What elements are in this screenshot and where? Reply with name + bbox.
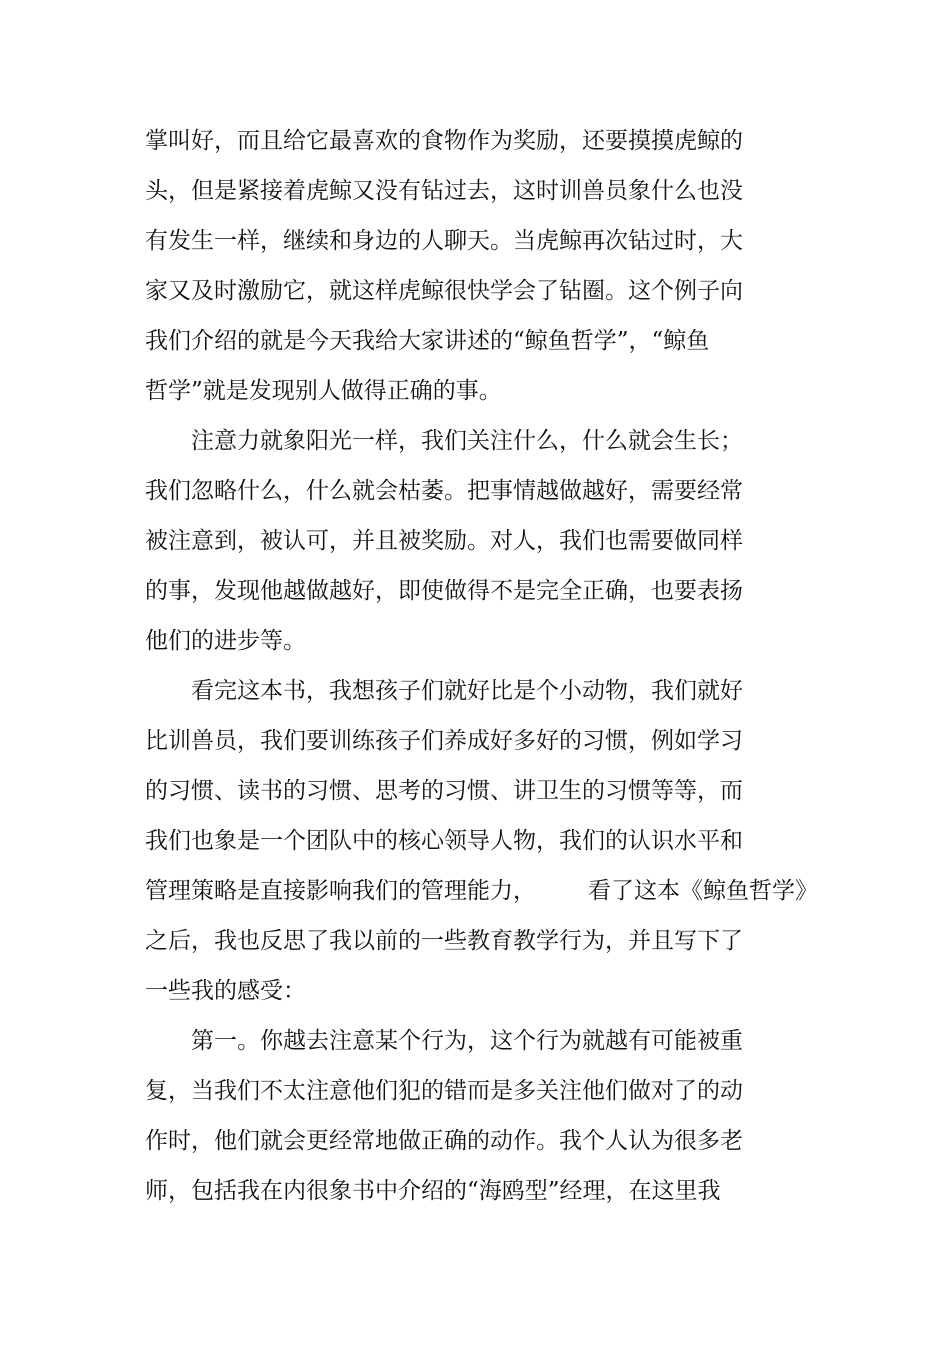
text-line: 之后，我也反思了我以前的一些教育教学行为，并且写下了: [145, 928, 743, 954]
text-line: 我们也象是一个团队中的核心领导人物，我们的认识水平和: [145, 828, 743, 854]
text-line: 家又及时激励它，就这样虎鲸很快学会了钻圈。这个例子向: [145, 278, 743, 304]
text-line: 头，但是紧接着虎鲸又没有钻过去，这时训兽员象什么也没: [145, 178, 743, 204]
text-line: 比训兽员，我们要训练孩子们养成好多好的习惯，例如学习: [145, 728, 743, 754]
body-text: [145, 116, 825, 1216]
paragraph-first-line: 看完这本书，我想孩子们就好比是个小动物，我们就好: [191, 678, 743, 704]
text-line: 哲学”就是发现别人做得正确的事。: [145, 378, 502, 404]
text-segment: 管理策略是直接影响我们的管理能力，: [145, 878, 536, 904]
text-line: 掌叫好，而且给它最喜欢的食物作为奖励，还要摸摸虎鲸的: [145, 128, 743, 154]
text-line: 复，当我们不太注意他们犯的错而是多关注他们做对了的动: [145, 1078, 743, 1104]
paragraph-first-line: 注意力就象阳光一样，我们关注什么，什么就会生长；: [191, 428, 743, 454]
text-line: 的事，发现他越做越好，即使做得不是完全正确，也要表扬: [145, 578, 743, 604]
text-line: [145, 866, 825, 916]
paragraph-first-line: 第一。你越去注意某个行为，这个行为就越有可能被重: [191, 1028, 743, 1054]
text-line: 我们忽略什么，什么就会枯萎。把事情越做越好，需要经常: [145, 478, 743, 504]
text-line: 我们介绍的就是今天我给大家讲述的“鲸鱼哲学”，“鲸鱼: [145, 328, 710, 354]
text-line: 被注意到，被认可，并且被奖励。对人，我们也需要做同样: [145, 528, 743, 554]
text-line: 师，包括我在内很象书中介绍的“海鸥型”经理，在这里我: [145, 1178, 721, 1204]
text-line: 他们的进步等。: [145, 628, 306, 654]
text-segment: 看了这本《鲸鱼哲学》: [588, 878, 818, 904]
text-line: 的习惯、读书的习惯、思考的习惯、讲卫生的习惯等等，而: [145, 778, 743, 804]
text-line: 作时，他们就会更经常地做正确的动作。我个人认为很多老: [145, 1128, 743, 1154]
text-line: 一些我的感受：: [145, 978, 306, 1004]
text-line: 有发生一样，继续和身边的人聊天。当虎鲸再次钻过时，大: [145, 228, 743, 254]
